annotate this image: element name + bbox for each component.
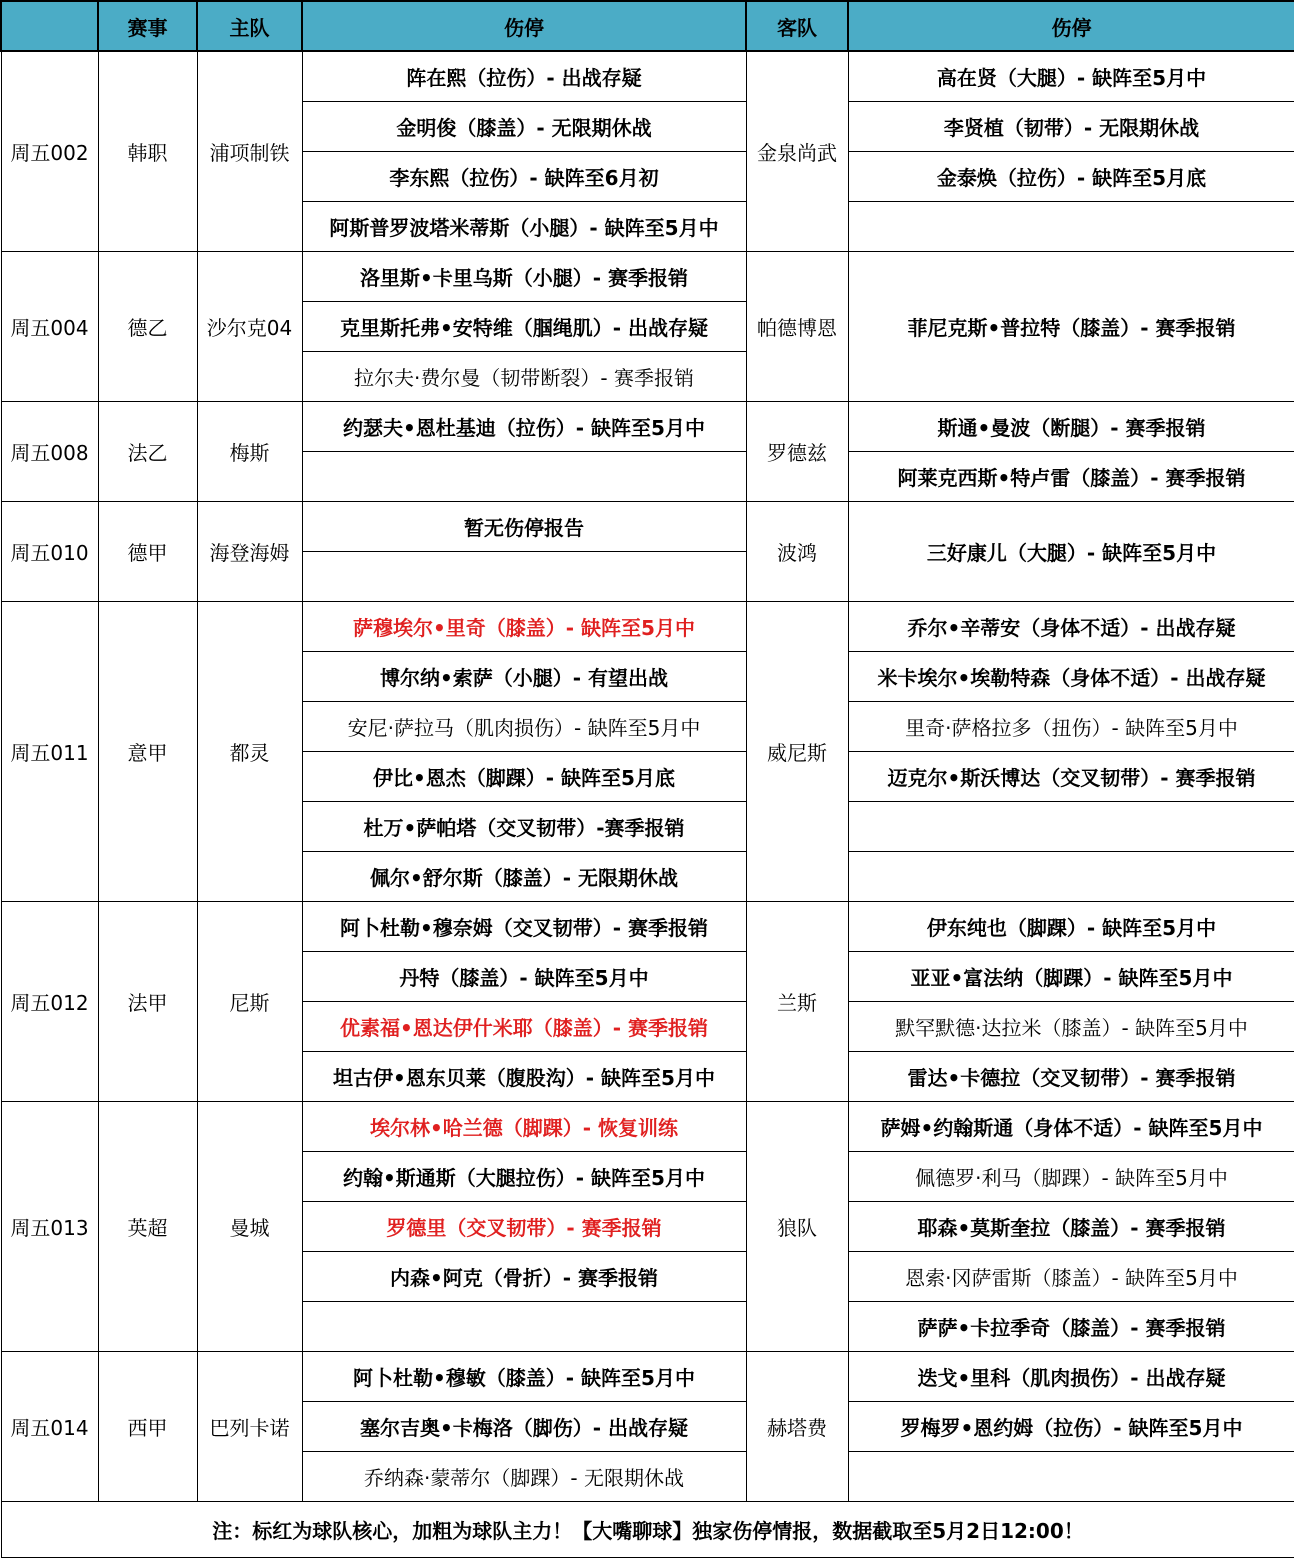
- note-row: [1, 1501, 1294, 1557]
- home-injury-entry: 阿卜杜勒•穆敏（膝盖）- 缺阵至5月中: [302, 1351, 746, 1401]
- footnote: 注：标红为球队核心，加粗为球队主力！【大嘴聊球】独家伤停情报，数据截取至5月2日12:00！: [1, 1501, 1294, 1557]
- header-row: [1, 1, 1294, 51]
- away-injury-entry: [848, 851, 1294, 901]
- away-injury-entry: 菲尼克斯•普拉特（膝盖）- 赛季报销: [848, 251, 1294, 401]
- away-injury-entry: 默罕默德·达拉米（膝盖）- 缺阵至5月中: [848, 1001, 1294, 1051]
- header-away-team: 客队: [746, 1, 848, 51]
- home-team-cell: 海登海姆: [197, 501, 302, 601]
- home-injury-entry: 阿卜杜勒•穆奈姆（交叉韧带）- 赛季报销: [302, 901, 746, 951]
- home-injury-entry: 优素福•恩达伊什米耶（膝盖）- 赛季报销: [302, 1001, 746, 1051]
- home-injury-entry: 暂无伤停报告: [302, 501, 746, 551]
- league-cell: 德乙: [98, 251, 197, 401]
- home-injury-entry: 伊比•恩杰（脚踝）- 缺阵至5月底: [302, 751, 746, 801]
- header-league: 赛事: [98, 1, 197, 51]
- home-team-cell: 浦项制铁: [197, 51, 302, 251]
- match-id-cell: 周五004: [1, 251, 98, 401]
- league-cell: 韩职: [98, 51, 197, 251]
- home-injury-entry: [302, 1301, 746, 1351]
- away-team-cell: 狼队: [746, 1101, 848, 1351]
- league-cell: 法乙: [98, 401, 197, 501]
- home-injury-entry: 约翰•斯通斯（大腿拉伤）- 缺阵至5月中: [302, 1151, 746, 1201]
- home-injury-entry: 约瑟夫•恩杜基迪（拉伤）- 缺阵至5月中: [302, 401, 746, 451]
- away-team-cell: 罗德兹: [746, 401, 848, 501]
- away-team-cell: 波鸿: [746, 501, 848, 601]
- home-injury-entry: 佩尔•舒尔斯（膝盖）- 无限期休战: [302, 851, 746, 901]
- match-subrow: [1, 901, 1294, 951]
- league-cell: 英超: [98, 1101, 197, 1351]
- match-subrow: [1, 601, 1294, 651]
- home-injury-entry: 李东熙（拉伤）- 缺阵至6月初: [302, 151, 746, 201]
- home-team-cell: 曼城: [197, 1101, 302, 1351]
- home-injury-entry: 洛里斯•卡里乌斯（小腿）- 赛季报销: [302, 251, 746, 301]
- header-match-id: [1, 1, 98, 51]
- away-injury-entry: 迈克尔•斯沃博达（交叉韧带）- 赛季报销: [848, 751, 1294, 801]
- home-injury-entry: 博尔纳•索萨（小腿）- 有望出战: [302, 651, 746, 701]
- league-cell: 德甲: [98, 501, 197, 601]
- home-injury-entry: 杜万•萨帕塔（交叉韧带）-赛季报销: [302, 801, 746, 851]
- match-subrow: [1, 501, 1294, 551]
- away-team-cell: 威尼斯: [746, 601, 848, 901]
- away-injury-entry: 迭戈•里科（肌肉损伤）- 出战存疑: [848, 1351, 1294, 1401]
- match-id-cell: 周五014: [1, 1351, 98, 1501]
- home-injury-entry: [302, 551, 746, 601]
- match-id-cell: 周五011: [1, 601, 98, 901]
- league-cell: 法甲: [98, 901, 197, 1101]
- home-injury-entry: 埃尔林•哈兰德（脚踝）- 恢复训练: [302, 1101, 746, 1151]
- match-subrow: [1, 401, 1294, 451]
- away-injury-entry: 金泰焕（拉伤）- 缺阵至5月底: [848, 151, 1294, 201]
- away-injury-entry: 三好康儿（大腿）- 缺阵至5月中: [848, 501, 1294, 601]
- home-injury-entry: 拉尔夫·费尔曼（韧带断裂）- 赛季报销: [302, 351, 746, 401]
- away-team-cell: 赫塔费: [746, 1351, 848, 1501]
- away-injury-entry: 李贤植（韧带）- 无限期休战: [848, 101, 1294, 151]
- away-injury-entry: 米卡埃尔•埃勒特森（身体不适）- 出战存疑: [848, 651, 1294, 701]
- away-injury-entry: 乔尔•辛蒂安（身体不适）- 出战存疑: [848, 601, 1294, 651]
- away-team-cell: 帕德博恩: [746, 251, 848, 401]
- home-injury-entry: 罗德里（交叉韧带）- 赛季报销: [302, 1201, 746, 1251]
- home-injury-entry: 萨穆埃尔•里奇（膝盖）- 缺阵至5月中: [302, 601, 746, 651]
- home-team-cell: 沙尔克04: [197, 251, 302, 401]
- away-injury-entry: 耶森•莫斯奎拉（膝盖）- 赛季报销: [848, 1201, 1294, 1251]
- home-injury-entry: 安尼·萨拉马（肌肉损伤）- 缺阵至5月中: [302, 701, 746, 751]
- match-subrow: [1, 1351, 1294, 1401]
- match-id-cell: 周五010: [1, 501, 98, 601]
- match-subrow: [1, 1101, 1294, 1151]
- away-injury-entry: 萨姆•约翰斯通（身体不适）- 缺阵至5月中: [848, 1101, 1294, 1151]
- header-home-team: 主队: [197, 1, 302, 51]
- away-injury-entry: [848, 201, 1294, 251]
- match-id-cell: 周五002: [1, 51, 98, 251]
- home-injury-entry: 阵在熙（拉伤）- 出战存疑: [302, 51, 746, 101]
- match-subrow: [1, 251, 1294, 301]
- home-team-cell: 都灵: [197, 601, 302, 901]
- home-injury-entry: 丹特（膝盖）- 缺阵至5月中: [302, 951, 746, 1001]
- away-injury-entry: 阿莱克西斯•特卢雷（膝盖）- 赛季报销: [848, 451, 1294, 501]
- match-id-cell: 周五008: [1, 401, 98, 501]
- away-injury-entry: 伊东纯也（脚踝）- 缺阵至5月中: [848, 901, 1294, 951]
- away-injury-entry: 罗梅罗•恩约姆（拉伤）- 缺阵至5月中: [848, 1401, 1294, 1451]
- away-team-cell: 金泉尚武: [746, 51, 848, 251]
- away-injury-entry: 恩索·冈萨雷斯（膝盖）- 缺阵至5月中: [848, 1251, 1294, 1301]
- home-injury-entry: [302, 451, 746, 501]
- home-injury-entry: 内森•阿克（骨折）- 赛季报销: [302, 1251, 746, 1301]
- home-injury-entry: 坦古伊•恩东贝莱（腹股沟）- 缺阵至5月中: [302, 1051, 746, 1101]
- away-injury-entry: 萨萨•卡拉季奇（膝盖）- 赛季报销: [848, 1301, 1294, 1351]
- away-team-cell: 兰斯: [746, 901, 848, 1101]
- home-team-cell: 巴列卡诺: [197, 1351, 302, 1501]
- away-injury-entry: [848, 801, 1294, 851]
- away-injury-entry: 佩德罗·利马（脚踝）- 缺阵至5月中: [848, 1151, 1294, 1201]
- home-injury-entry: 克里斯托弗•安特维（腘绳肌）- 出战存疑: [302, 301, 746, 351]
- home-injury-entry: 乔纳森·蒙蒂尔（脚踝）- 无限期休战: [302, 1451, 746, 1501]
- away-injury-entry: 高在贤（大腿）- 缺阵至5月中: [848, 51, 1294, 101]
- away-injury-entry: 里奇·萨格拉多（扭伤）- 缺阵至5月中: [848, 701, 1294, 751]
- away-injury-entry: [848, 1451, 1294, 1501]
- home-injury-entry: 阿斯普罗波塔米蒂斯（小腿）- 缺阵至5月中: [302, 201, 746, 251]
- home-team-cell: 梅斯: [197, 401, 302, 501]
- league-cell: 西甲: [98, 1351, 197, 1501]
- home-injury-entry: 塞尔吉奥•卡梅洛（脚伤）- 出战存疑: [302, 1401, 746, 1451]
- match-id-cell: 周五012: [1, 901, 98, 1101]
- header-away-injuries: 伤停: [848, 1, 1294, 51]
- home-team-cell: 尼斯: [197, 901, 302, 1101]
- away-injury-entry: 亚亚•富法纳（脚踝）- 缺阵至5月中: [848, 951, 1294, 1001]
- match-id-cell: 周五013: [1, 1101, 98, 1351]
- header-home-injuries: 伤停: [302, 1, 746, 51]
- match-subrow: [1, 51, 1294, 101]
- league-cell: 意甲: [98, 601, 197, 901]
- away-injury-entry: 雷达•卡德拉（交叉韧带）- 赛季报销: [848, 1051, 1294, 1101]
- home-injury-entry: 金明俊（膝盖）- 无限期休战: [302, 101, 746, 151]
- away-injury-entry: 斯通•曼波（断腿）- 赛季报销: [848, 401, 1294, 451]
